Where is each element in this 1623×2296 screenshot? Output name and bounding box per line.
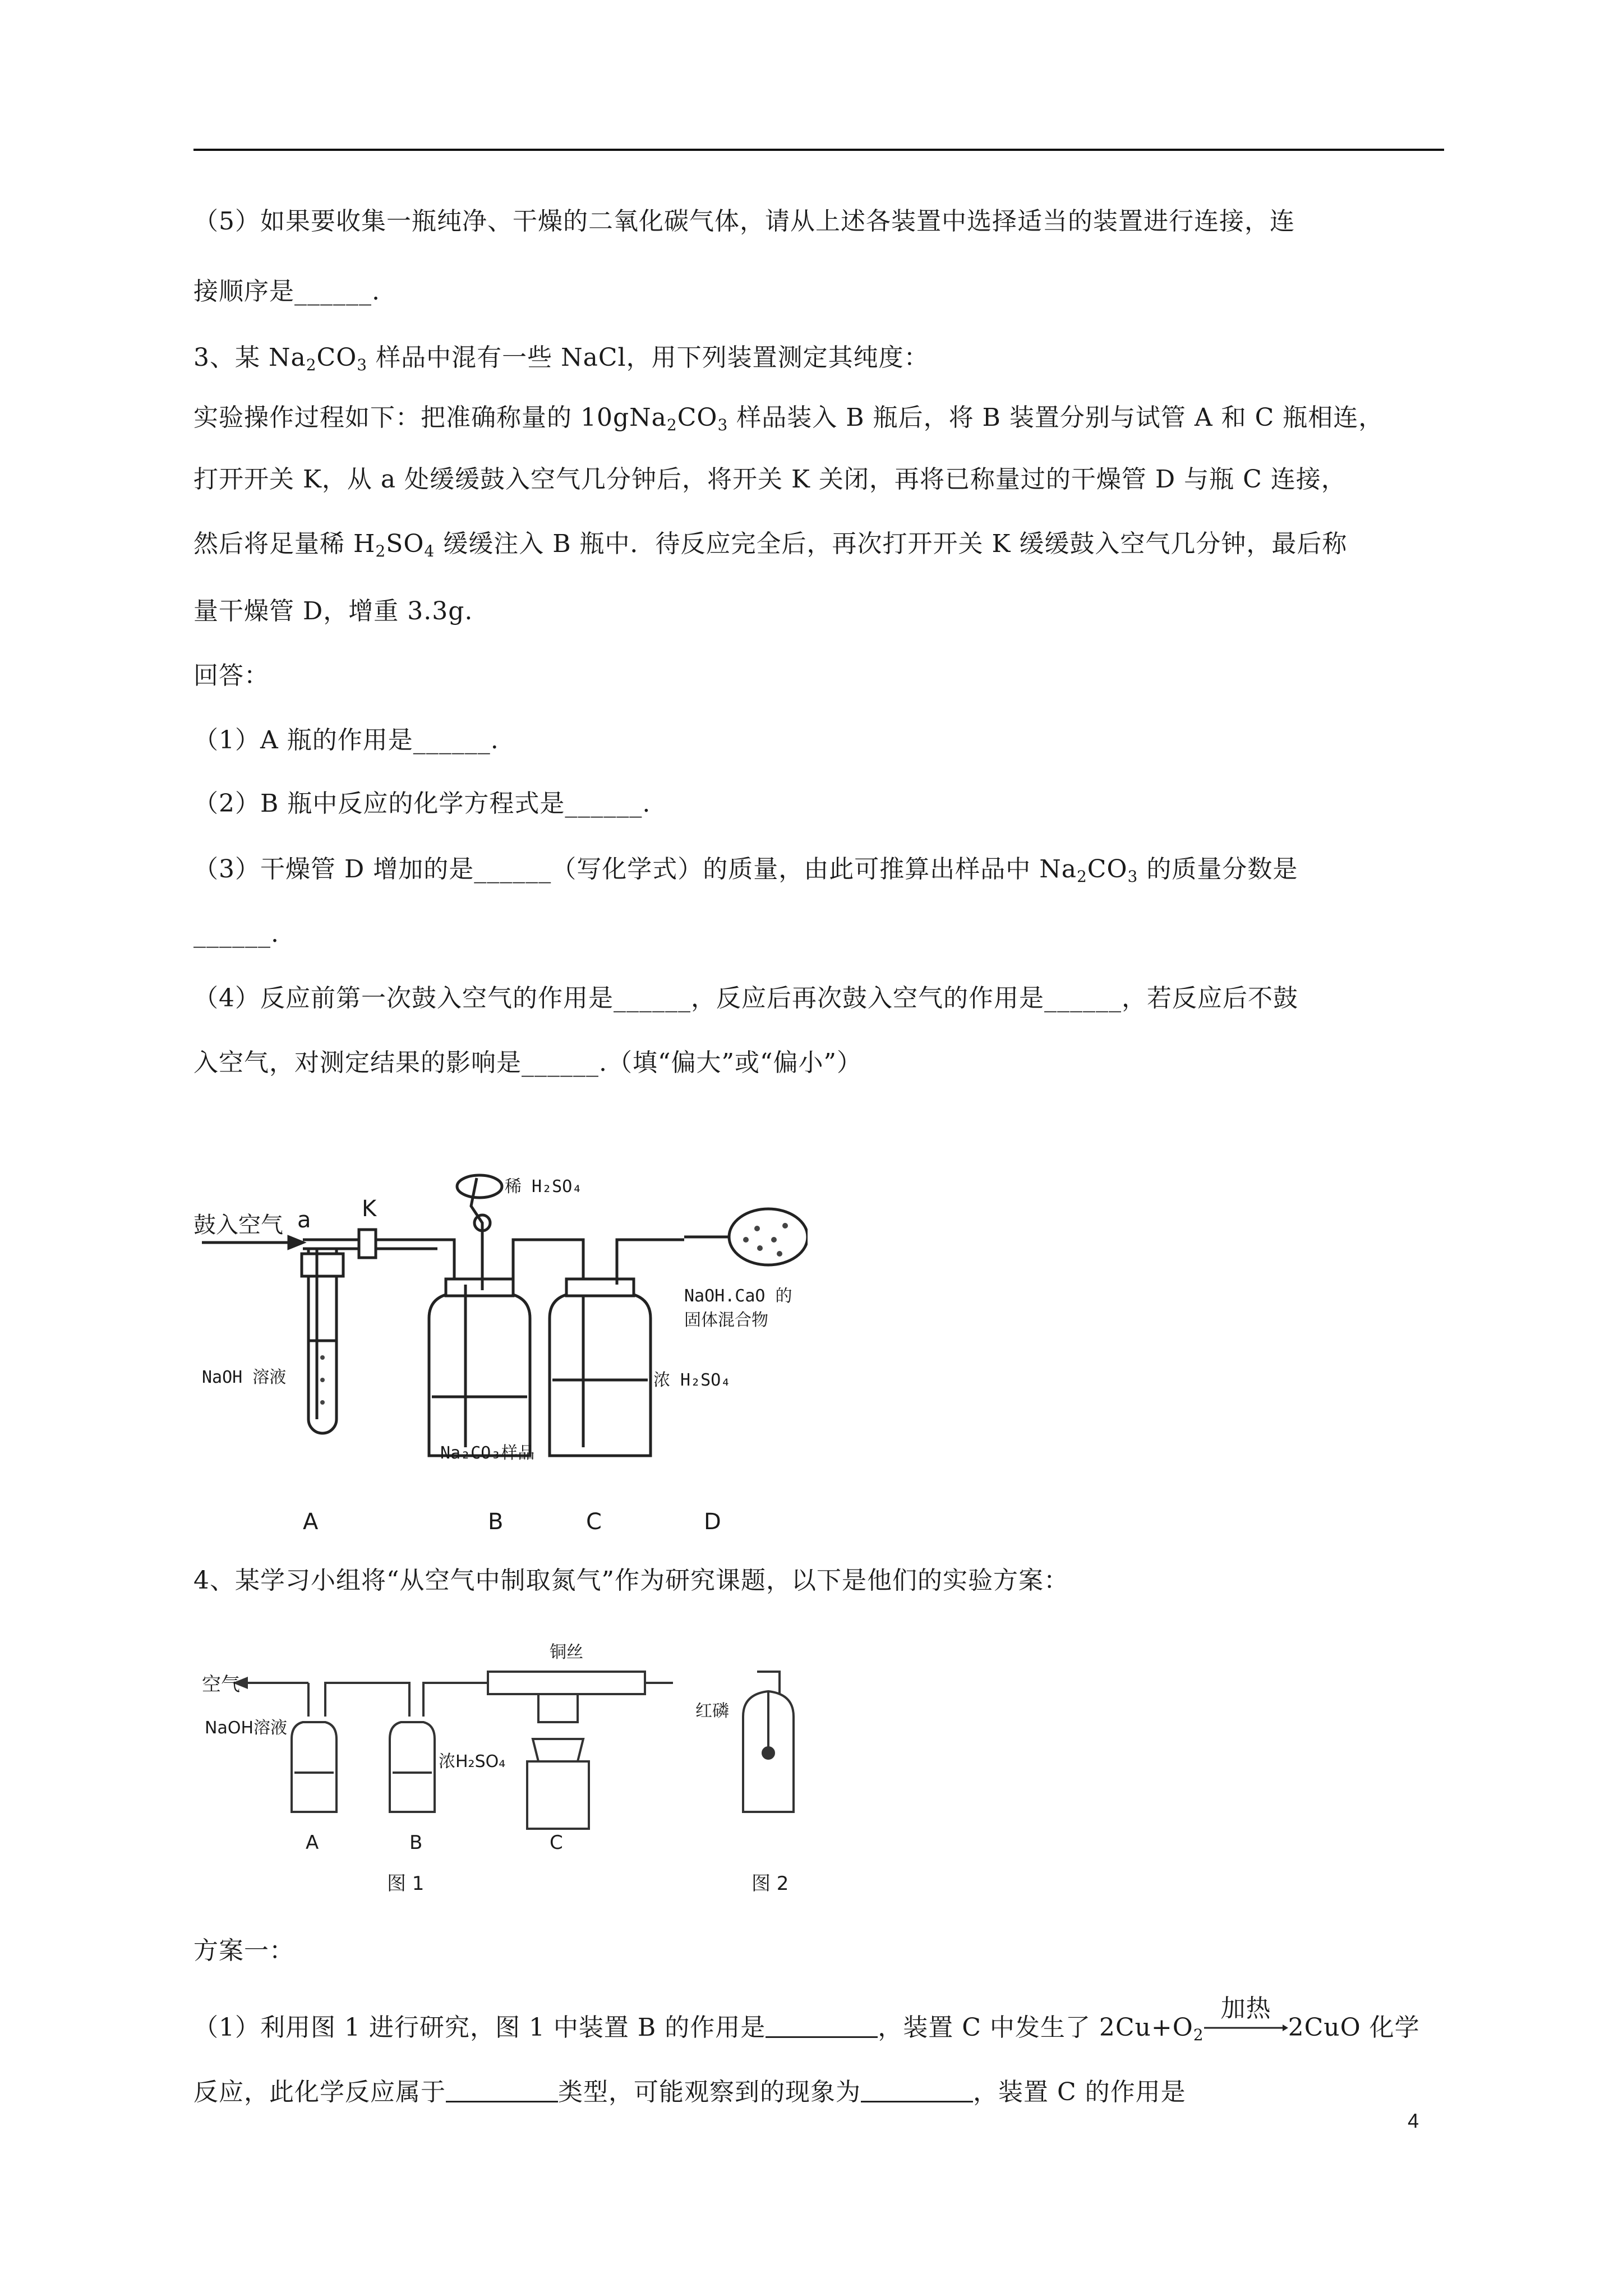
fig4-label-b: B: [409, 1832, 423, 1854]
label-copper-wire: 铜丝: [550, 1642, 583, 1662]
valve-k: [359, 1230, 376, 1258]
q2-5-line1: （5）如果要收集一瓶纯净、干燥的二氧化碳气体，请从上述各装置中选择适当的装置进行连接，连: [193, 207, 1295, 236]
fig4-caption-2: 图 2: [751, 1872, 789, 1895]
q4-apparatus-figure: [191, 1627, 920, 1907]
reaction-condition: 加热: [1220, 1994, 1271, 2023]
fig3-label-a: A: [303, 1509, 319, 1535]
q4-title: 4、某学习小组将“从空气中制取氮气”作为研究课题，以下是他们的实验方案：: [193, 1566, 1069, 1595]
dropping-funnel: [471, 1178, 482, 1290]
q4-sub1-line1: （1）利用图 1 进行研究，图 1 中装置 B 的作用是 ，装置 C 中发生了 $2Cu+O_2$ 加热 2CuO 化学: [193, 2011, 1444, 2045]
bottle-b: [429, 1293, 530, 1456]
stopper-b: [446, 1279, 513, 1296]
arrow-head: [289, 1237, 303, 1248]
q3-procedure-line3: 然后将足量稀 $H_2SO_4$ 缓缓注入 B 瓶中．待反应完全后，再次打开开关 K 缓缓鼓入空气几分钟，最后称: [193, 530, 1348, 560]
label-sample: Na₂CO₃样品: [440, 1443, 535, 1463]
q3-sub2: （2）B 瓶中反应的化学方程式是______.: [193, 789, 651, 818]
label-a: a: [297, 1207, 311, 1233]
copper-tube-c: [488, 1672, 645, 1694]
q4-plan-heading: 方案一：: [193, 1936, 294, 1965]
q3-sub4-line2: 入空气，对测定结果的影响是______.（填“偏大”或“偏小”）: [193, 1048, 862, 1077]
stopper-c: [566, 1279, 634, 1296]
label-solid-mix-2: 固体混合物: [684, 1310, 768, 1330]
q4-sub1-line2: 反应，此化学反应属于 类型，可能观察到的现象为 ，装置 C 的作用是: [193, 2078, 1186, 2106]
label-naoh-solution: NaOH 溶液: [202, 1368, 287, 1387]
alcohol-lamp: [533, 1739, 583, 1761]
bottle-a: [292, 1722, 336, 1812]
bottle-c: [550, 1293, 651, 1456]
stopper-a: [302, 1254, 343, 1276]
bottle-b: [390, 1722, 435, 1812]
header-rule: [193, 149, 1444, 151]
q3-title: 3、某 $Na_2CO_3$ 样品中混有一些 NaCl，用下列装置测定其纯度：: [193, 343, 929, 374]
q3-procedure-line4: 量干燥管 D，增重 3.3g.: [193, 597, 473, 625]
q4-apparatus-drawing: [191, 1627, 920, 1907]
q3-sub1: （1）A 瓶的作用是______.: [193, 726, 499, 754]
label-red-phosphorus: 红磷: [695, 1701, 729, 1721]
label-conc-acid-4: 浓H₂SO₄: [439, 1752, 506, 1772]
q3-procedure-line1: 实验操作过程如下：把准确称量的 $10gNa_2CO_3$ 样品装入 B 瓶后，将 B 装置分别与试管 A 和 C 瓶相连，: [193, 403, 1384, 434]
q3-sub4-line1: （4）反应前第一次鼓入空气的作用是______，反应后再次鼓入空气的作用是______，若反应后不鼓: [193, 984, 1298, 1013]
reaction-arrow: [1204, 2022, 1288, 2033]
drying-tube-d: [729, 1209, 808, 1265]
label-dilute-acid: 稀 H₂SO₄: [505, 1177, 583, 1197]
q2-5-line2: 接顺序是______.: [193, 277, 380, 306]
fig4-label-a: A: [306, 1832, 319, 1854]
q3-sub3-line1: （3）干燥管 D 增加的是______（写化学式）的质量，由此可推算出样品中 $Na_2CO_3$ 的质量分数是: [193, 855, 1298, 886]
q3-apparatus-figure: [191, 1156, 808, 1470]
fig4-label-c: C: [550, 1832, 563, 1854]
label-air-inlet: 鼓入空气: [193, 1212, 283, 1238]
fig4-caption-1: 图 1: [387, 1872, 425, 1895]
label-air: 空气: [202, 1673, 240, 1696]
fig3-label-b: B: [488, 1509, 504, 1535]
label-conc-acid: 浓 H₂SO₄: [653, 1370, 731, 1390]
q3-procedure-line2: 打开开关 K，从 a 处缓缓鼓入空气几分钟后，将开关 K 关闭，再将已称量过的干燥管 D 与瓶 C 连接，: [193, 465, 1347, 494]
label-naoh: NaOH溶液: [205, 1718, 287, 1738]
fig3-label-c: C: [586, 1509, 602, 1535]
fig3-label-d: D: [704, 1509, 721, 1535]
q3-sub3-line2: ______.: [193, 919, 279, 948]
label-solid-mix-1: NaOH.CaO 的: [684, 1286, 792, 1306]
label-k: K: [362, 1196, 377, 1222]
q3-answer-heading: 回答：: [193, 661, 269, 690]
page-number: 4: [1408, 2109, 1419, 2132]
